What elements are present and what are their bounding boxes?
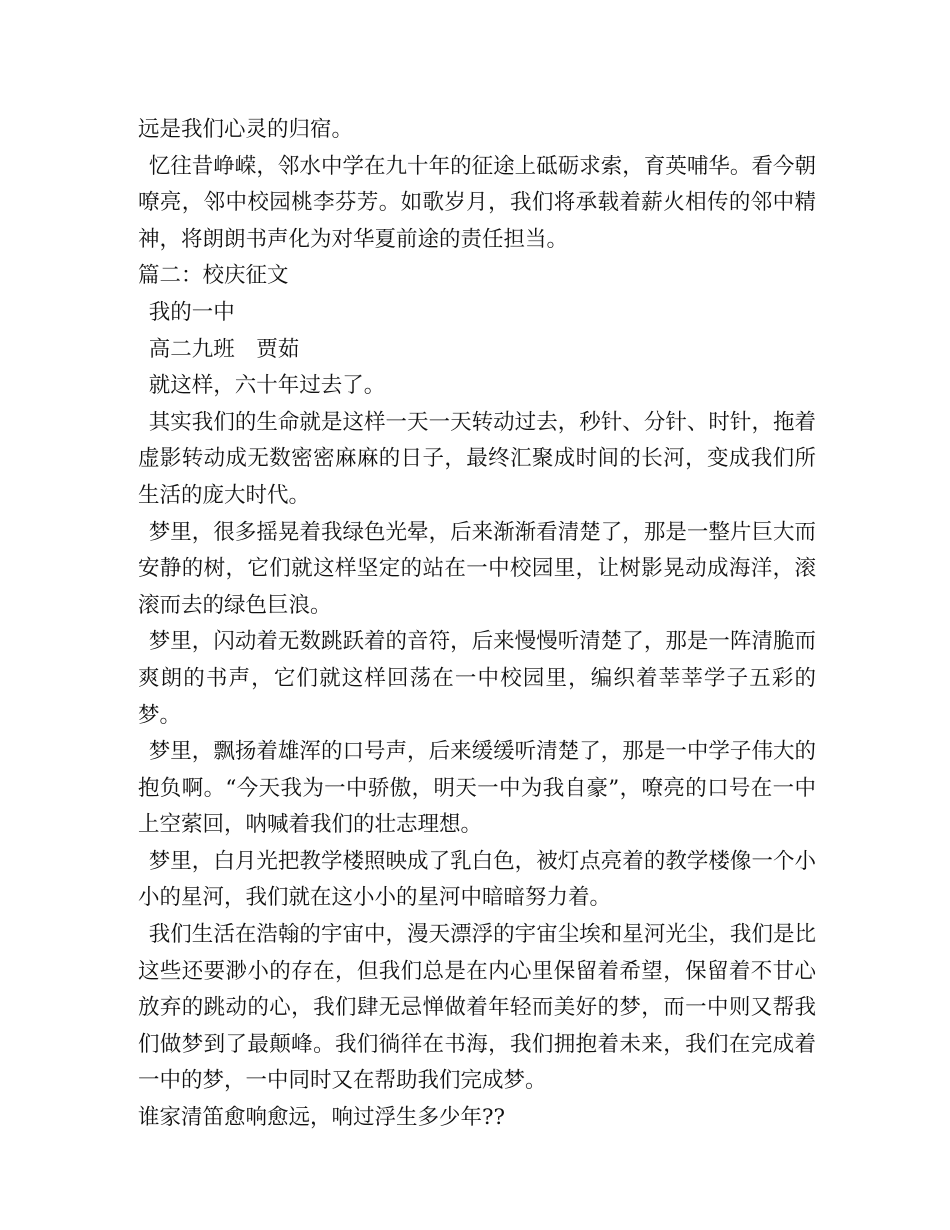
paragraph: 篇二：校庆征文 bbox=[138, 263, 289, 289]
paragraph: 忆往昔峥嵘，邻水中学在九十年的征途上砥砺求索，育英哺华。看今朝嘹亮，邻中校园桃李芬芳。如歌岁月，我们将承载着薪火相传的邻中精神，将朗朗书声化为对华夏前途的责任担当。 bbox=[138, 153, 816, 252]
paragraph: 谁家清笛愈响愈远，响过浮生多少年?? bbox=[138, 1105, 506, 1131]
paragraph: 就这样，六十年过去了。 bbox=[148, 373, 386, 399]
paragraph: 高二九班 贾茹 bbox=[148, 336, 300, 362]
paragraph: 其实我们的生命就是这样一天一天转动过去，秒针、分针、时针，拖着虚影转动成无数密密麻麻的日子，最终汇聚成时间的长河，变成我们所生活的庞大时代。 bbox=[138, 409, 816, 508]
paragraph: 我的一中 bbox=[148, 299, 235, 325]
paragraph: 远是我们心灵的归宿。 bbox=[138, 117, 354, 142]
paragraph: 梦里，飘扬着雄浑的口号声，后来缓缓听清楚了，那是一中学子伟大的抱负啊。“今天我为一中骄傲，明天一中为我自豪”，嘹亮的口号在一中上空萦回，呐喊着我们的壮志理想。 bbox=[138, 739, 816, 838]
paragraph: 梦里，闪动着无数跳跃着的音符，后来慢慢听清楚了，那是一阵清脆而爽朗的书声，它们就这样回荡在一中校园里，编织着莘莘学子五彩的梦。 bbox=[138, 629, 816, 728]
paragraph: 梦里，白月光把教学楼照映成了乳白色，被灯点亮着的教学楼像一个小小的星河，我们就在这小小的星河中暗暗努力着。 bbox=[138, 848, 816, 911]
document-body bbox=[138, 112, 816, 1137]
paragraph: 梦里，很多摇晃着我绿色光晕，后来渐渐看清楚了，那是一整片巨大而安静的树，它们就这样坚定的站在一中校园里，让树影晃动成海洋，滚滚而去的绿色巨浪。 bbox=[138, 519, 816, 618]
paragraph: 我们生活在浩翰的宇宙中，漫天漂浮的宇宙尘埃和星河光尘，我们是比这些还要渺小的存在，但我们总是在内心里保留着希望，保留着不甘心放弃的跳动的心，我们肆无忌惮做着年轻而美好的梦，而一中则又帮我们做梦到了最颠峰。我们徜徉在书海，我们拥抱着未来，我们在完成着一中的梦，一中同时又在帮助我们完成梦。 bbox=[138, 922, 816, 1094]
